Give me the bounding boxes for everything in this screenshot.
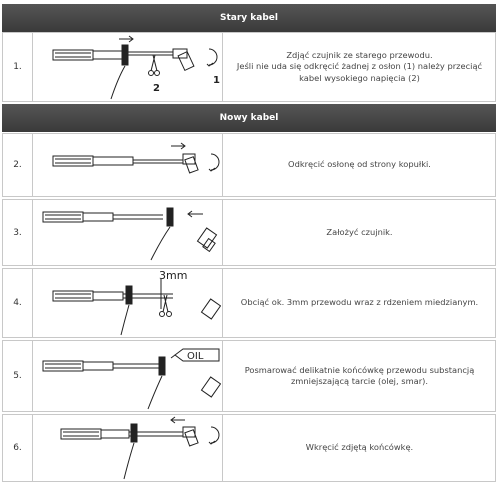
step-text: Założyć czujnik.	[326, 226, 393, 237]
step-text: Obciąć ok. 3mm przewodu wraz z rdzeniem miedzianym.	[240, 297, 479, 308]
step-number: 6.	[3, 415, 33, 481]
step-row-4	[2, 268, 496, 338]
step-illustration-remove-sensor	[33, 33, 223, 101]
step-row-3	[2, 199, 496, 266]
step-illustration-lubricate	[33, 341, 223, 411]
step-number: 2.	[3, 134, 33, 196]
section-header-new-cable: Nowy kabel	[2, 104, 496, 132]
step-row-6	[2, 414, 496, 482]
step-text: Wkręcić zdjętą końcówkę.	[305, 442, 414, 453]
step-row-2	[2, 133, 496, 197]
label-oil: OIL	[187, 351, 204, 362]
step-illustration-screw-cap	[33, 415, 223, 481]
step-illustration-unscrew-cap	[33, 134, 223, 196]
label-cut-point: 2	[153, 83, 160, 94]
step-illustration-trim-wire	[33, 269, 223, 337]
step-text: Zdjąć czujnik ze starego przewodu. Jeśli nie uda się odkręcić żadnej z osłon (1) należy przeciąć kabel wysokiego napięcia (2)	[236, 50, 483, 83]
step-number: 1.	[3, 33, 33, 101]
step-illustration-attach-sensor	[33, 200, 223, 265]
step-number: 3.	[3, 200, 33, 265]
label-shield: 1	[213, 75, 220, 86]
step-number: 4.	[3, 269, 33, 337]
step-number: 5.	[3, 341, 33, 411]
step-text: Odkręcić osłonę od strony kopułki.	[288, 159, 431, 170]
label-trim-length: 3mm	[159, 269, 188, 282]
step-row-5	[2, 340, 496, 412]
step-text: Posmarować delikatnie końcówkę przewodu substancją zmniejszającą tarcie (olej, smar).	[244, 364, 475, 386]
step-row-1	[2, 32, 496, 102]
section-header-old-cable: Stary kabel	[2, 4, 496, 32]
